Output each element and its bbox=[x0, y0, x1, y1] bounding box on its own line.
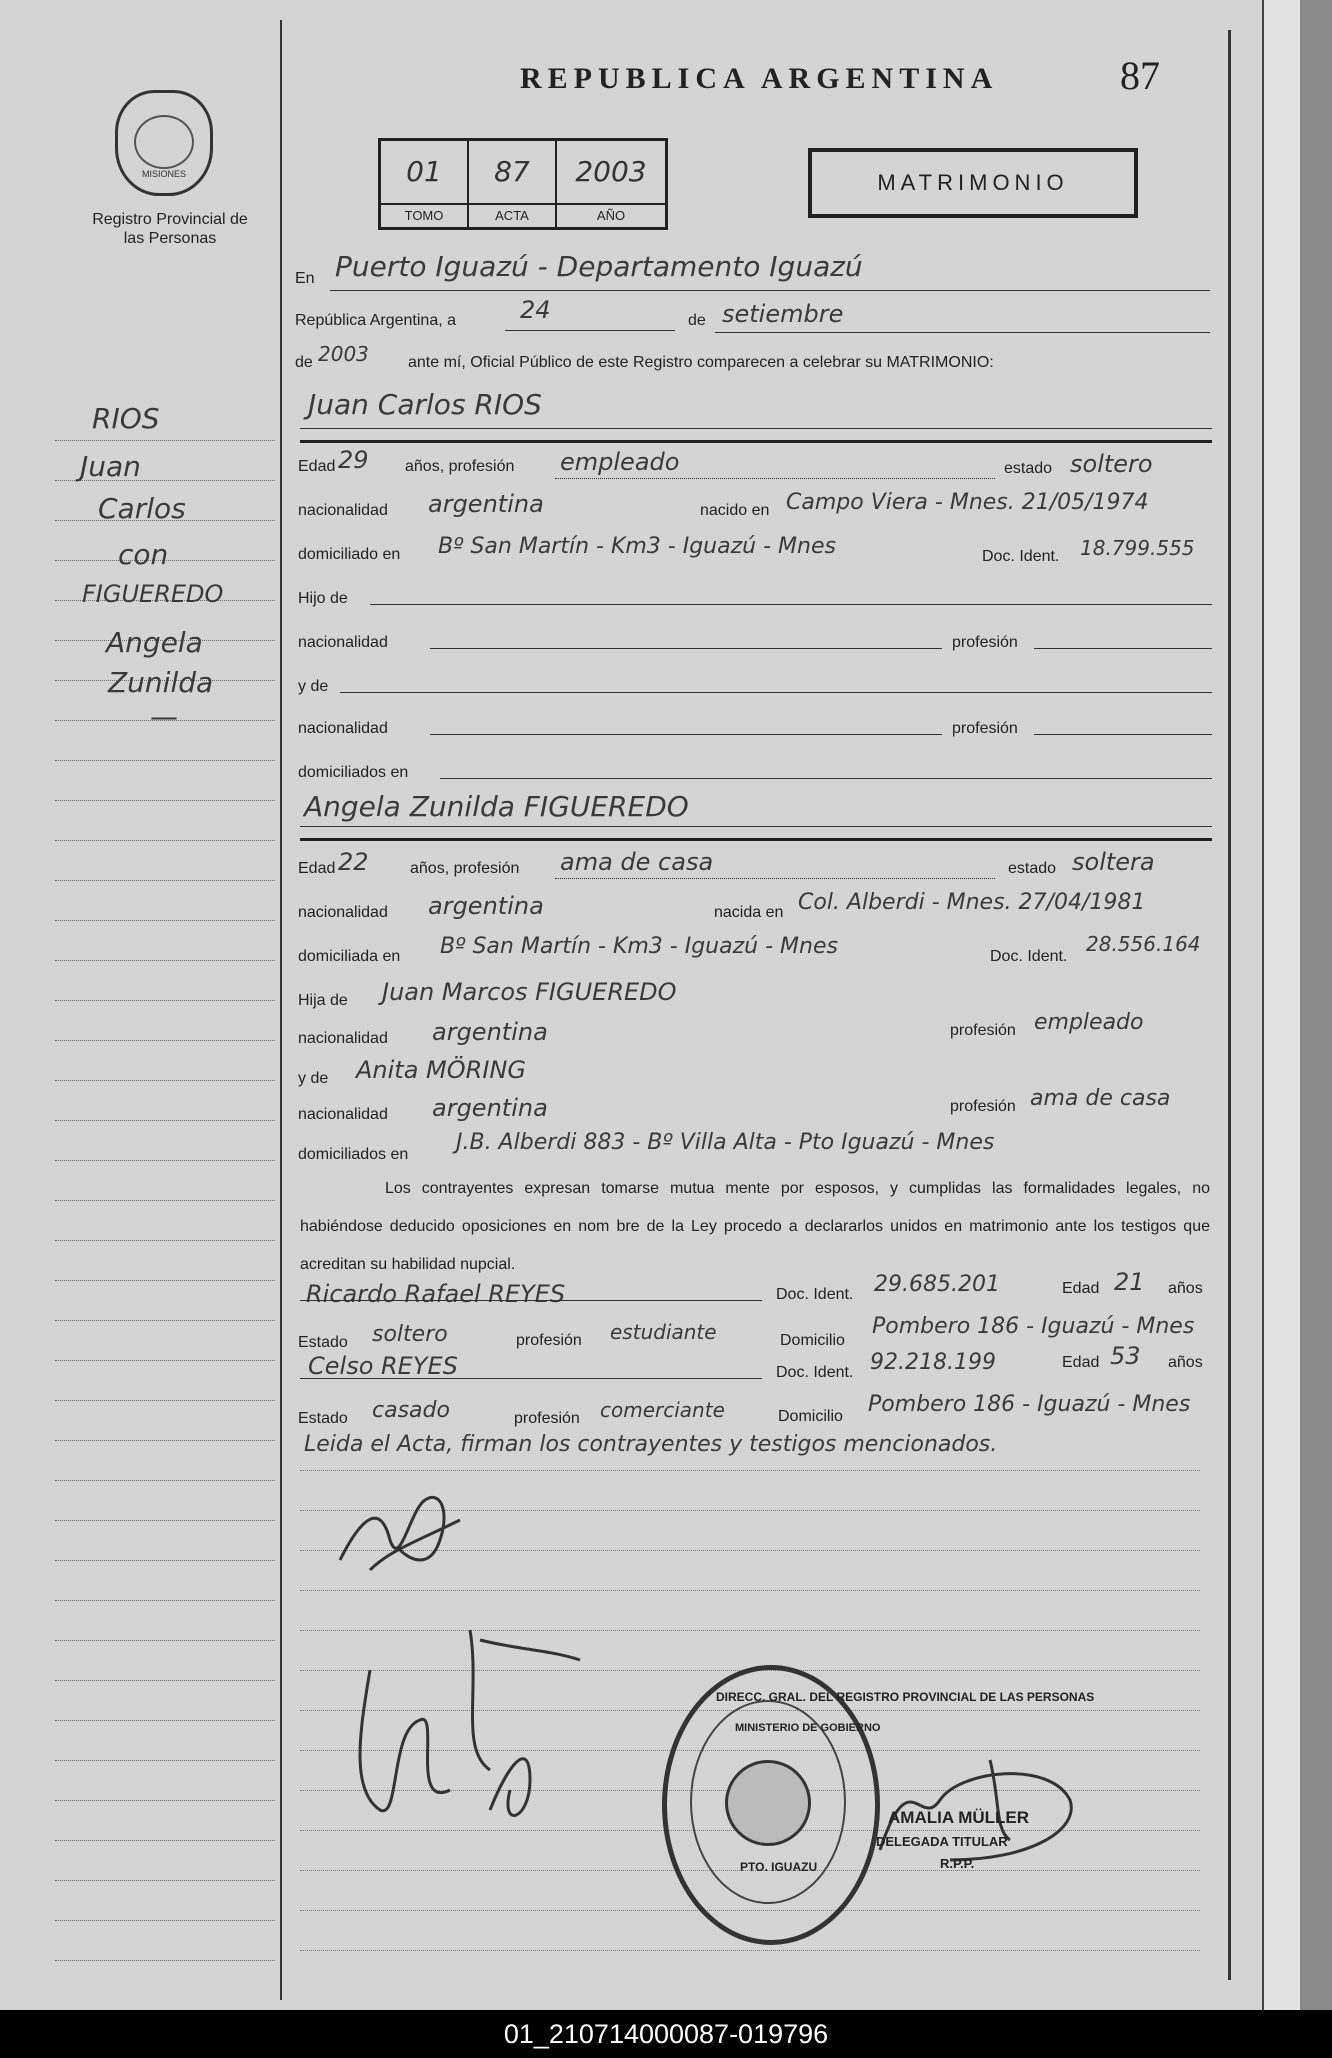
bride-edad-label: Edad bbox=[298, 860, 336, 877]
bride-domicilio: Bº San Martín - Km3 - Iguazú - Mnes bbox=[440, 934, 838, 959]
page-number: 87 bbox=[1120, 53, 1160, 98]
witness2-edad-label: Edad bbox=[1062, 1354, 1100, 1371]
tomo-box bbox=[381, 141, 469, 227]
ano-label: AÑO bbox=[557, 203, 665, 227]
acta-value: 87 bbox=[494, 155, 530, 188]
stamp-emblem-icon bbox=[725, 1760, 811, 1846]
witness2-prof: comerciante bbox=[600, 1398, 725, 1422]
rule bbox=[505, 330, 675, 331]
margin-rule bbox=[55, 1000, 275, 1001]
page-shadow bbox=[1300, 0, 1332, 2010]
footer-id: 01_210714000087-019796 bbox=[0, 2010, 1332, 2058]
place-value: Puerto Iguazú - Departamento Iguazú bbox=[335, 250, 863, 283]
hijo-label: Hijo de bbox=[298, 590, 348, 607]
witness1-doc: 29.685.201 bbox=[874, 1272, 1000, 1297]
record-type: MATRIMONIO bbox=[808, 148, 1138, 218]
bride-father-nac-label: nacionalidad bbox=[298, 1030, 388, 1047]
signature-rule bbox=[300, 1950, 1200, 1951]
page-edge bbox=[1262, 0, 1302, 2010]
bride-father-prof: empleado bbox=[1034, 1010, 1144, 1035]
margin-rule bbox=[55, 1120, 275, 1121]
bride-nac-label: nacionalidad bbox=[298, 904, 388, 921]
bride-dom-label: domiciliada en bbox=[298, 948, 401, 965]
rule bbox=[1034, 648, 1212, 649]
groom-nacido-label: nacido en bbox=[700, 502, 770, 519]
margin-rule bbox=[55, 920, 275, 921]
margin-line: RIOS bbox=[92, 402, 160, 435]
margin-rule bbox=[55, 1840, 275, 1841]
margin-rule bbox=[55, 760, 275, 761]
witness1-prof-label: profesión bbox=[516, 1332, 582, 1349]
margin-line: Carlos bbox=[98, 492, 186, 525]
margin-rule bbox=[55, 440, 275, 441]
rule bbox=[715, 332, 1210, 333]
record-boxes bbox=[378, 138, 668, 230]
witness2-dom-label: Domicilio bbox=[778, 1408, 843, 1425]
margin-line: Juan bbox=[80, 450, 141, 483]
day-value: 24 bbox=[520, 296, 551, 324]
groom-nacido: Campo Viera - Mnes. 21/05/1974 bbox=[786, 490, 1149, 515]
margin-rule bbox=[55, 1880, 275, 1881]
margin-rule bbox=[55, 1080, 275, 1081]
groom-mother-prof-label: profesión bbox=[952, 720, 1018, 737]
bride-parents-domicilio: J.B. Alberdi 883 - Bº Villa Alta - Pto Iguazú - Mnes bbox=[456, 1130, 995, 1155]
bride-profesion: ama de casa bbox=[560, 848, 714, 876]
signature-rule bbox=[300, 1590, 1200, 1591]
margin-rule bbox=[55, 1920, 275, 1921]
signature-2 bbox=[330, 1610, 590, 1850]
witness1-anos-label: años bbox=[1168, 1280, 1203, 1297]
groom-edad-label: Edad bbox=[298, 458, 336, 475]
bride-name: Angela Zunilda FIGUEREDO bbox=[304, 790, 689, 823]
registry-name: Registro Provincial de las Personas bbox=[92, 211, 248, 247]
bride-father-nac: argentina bbox=[432, 1018, 548, 1046]
margin-rule bbox=[55, 800, 275, 801]
declaration-text: Los contrayentes expresan tomarse mutua mente por esposos, y cumplidas las formalidades legales, no habiéndose deducido oposiciones en nom bre de la Ley procedo a declararlos unidos en matrimonio ante los testigos que acreditan su habilidad nupcial. bbox=[300, 1180, 1210, 1273]
witness2-anos-label: años bbox=[1168, 1354, 1203, 1371]
margin-rule bbox=[55, 1680, 275, 1681]
witness2-doc-label: Doc. Ident. bbox=[776, 1364, 854, 1381]
en-label: En bbox=[295, 270, 315, 287]
hija-label: Hija de bbox=[298, 992, 348, 1009]
groom-doms-label: domiciliados en bbox=[298, 764, 409, 781]
seal-label: MISIONES bbox=[141, 169, 186, 179]
margin-rule bbox=[55, 1400, 275, 1401]
margin-rule bbox=[55, 1640, 275, 1641]
bride-father-prof-label: profesión bbox=[950, 1022, 1016, 1039]
republica-label: República Argentina, a bbox=[295, 312, 456, 329]
witness1-estado: soltero bbox=[372, 1322, 448, 1347]
rule bbox=[430, 734, 942, 735]
tomo-label: TOMO bbox=[381, 203, 467, 227]
margin-rule bbox=[55, 1560, 275, 1561]
margin-rule bbox=[55, 840, 275, 841]
country-title: REPUBLICA ARGENTINA bbox=[520, 62, 999, 95]
groom-nac-label: nacionalidad bbox=[298, 502, 388, 519]
stamp-inner-text: MINISTERIO DE GOBIERNO bbox=[735, 1722, 881, 1734]
groom-profesion: empleado bbox=[560, 448, 680, 476]
seal-emblem-icon bbox=[134, 115, 194, 169]
witness2-edad: 53 bbox=[1110, 1342, 1141, 1370]
rule bbox=[300, 428, 1212, 429]
signature-1 bbox=[330, 1480, 490, 1590]
groom-anos-label: años, profesión bbox=[405, 458, 515, 475]
bride-doc: 28.556.164 bbox=[1086, 932, 1201, 956]
margin-rule bbox=[55, 1280, 275, 1281]
rule bbox=[555, 878, 995, 879]
margin-rule bbox=[55, 1520, 275, 1521]
witness2-estado-label: Estado bbox=[298, 1410, 348, 1427]
bride-edad: 22 bbox=[338, 848, 369, 876]
de-label: de bbox=[688, 312, 706, 329]
rule bbox=[330, 290, 1210, 291]
rule bbox=[430, 648, 942, 649]
ano-box bbox=[557, 141, 665, 227]
margin-rule bbox=[55, 1360, 275, 1361]
rule bbox=[300, 826, 1212, 827]
margin-rule bbox=[55, 1160, 275, 1161]
province-seal bbox=[115, 90, 213, 196]
margin-rule bbox=[55, 1960, 275, 1961]
bride-nacida: Col. Alberdi - Mnes. 27/04/1981 bbox=[798, 890, 1146, 915]
official-office: R.P.P. bbox=[940, 1856, 975, 1871]
groom-estado-label: estado bbox=[1004, 460, 1053, 477]
margin-rule bbox=[55, 1440, 275, 1441]
margin-rule bbox=[55, 960, 275, 961]
witness2-prof-label: profesión bbox=[514, 1410, 580, 1427]
tomo-value: 01 bbox=[406, 155, 442, 188]
bride-nacida-label: nacida en bbox=[714, 904, 784, 921]
margin-line: FIGUEREDO bbox=[82, 580, 224, 608]
margin-line: con bbox=[118, 538, 169, 571]
groom-yde-label: y de bbox=[298, 678, 329, 695]
stamp-outer-text: DIRECC. GRAL. DEL REGISTRO PROVINCIAL DE LAS PERSONAS bbox=[716, 1690, 1095, 1704]
margin-line: — bbox=[150, 700, 178, 733]
bride-doms-label: domiciliados en bbox=[298, 1146, 409, 1163]
groom-father-prof-label: profesión bbox=[952, 634, 1018, 651]
groom-name: Juan Carlos RIOS bbox=[308, 388, 542, 421]
official-signature bbox=[850, 1740, 1090, 1870]
margin-rule bbox=[55, 1720, 275, 1721]
closing-text: Leida el Acta, firman los contrayentes y testigos mencionados. bbox=[304, 1432, 998, 1457]
signature-rule bbox=[300, 1470, 1200, 1471]
bride-anos-label: años, profesión bbox=[410, 860, 520, 877]
right-border bbox=[1228, 30, 1231, 1980]
bride-doc-label: Doc. Ident. bbox=[990, 948, 1068, 965]
bride-father: Juan Marcos FIGUEREDO bbox=[382, 978, 677, 1006]
bride-mother-nac: argentina bbox=[432, 1094, 548, 1122]
groom-doc-label: Doc. Ident. bbox=[982, 548, 1060, 565]
month-value: setiembre bbox=[722, 300, 844, 328]
witness2-doc: 92.218.199 bbox=[870, 1350, 996, 1375]
margin-divider bbox=[280, 20, 282, 2000]
bride-estado: soltera bbox=[1072, 848, 1155, 876]
groom-mother-nac-label: nacionalidad bbox=[298, 720, 388, 737]
section-divider bbox=[300, 838, 1212, 841]
bride-mother-prof-label: profesión bbox=[950, 1098, 1016, 1115]
official-name: AMALIA MÜLLER bbox=[888, 1808, 1030, 1827]
bride-mother: Anita MÖRING bbox=[356, 1056, 526, 1084]
groom-doc: 18.799.555 bbox=[1080, 536, 1195, 560]
witness1-prof: estudiante bbox=[610, 1320, 717, 1344]
margin-rule bbox=[55, 1240, 275, 1241]
bride-yde-label: y de bbox=[298, 1070, 329, 1087]
groom-domicilio: Bº San Martín - Km3 - Iguazú - Mnes bbox=[438, 534, 836, 559]
bride-estado-label: estado bbox=[1008, 860, 1057, 877]
witness1-estado-label: Estado bbox=[298, 1334, 348, 1351]
intro-text: ante mí, Oficial Público de este Registro comparecen a celebrar su MATRIMONIO: bbox=[408, 354, 994, 371]
rule bbox=[340, 692, 1212, 693]
rule bbox=[300, 1300, 762, 1301]
acta-box bbox=[469, 141, 557, 227]
margin-rule bbox=[55, 1760, 275, 1761]
stamp-bottom-text: PTO. IGUAZU bbox=[740, 1860, 818, 1874]
bride-mother-prof: ama de casa bbox=[1030, 1086, 1171, 1111]
groom-estado: soltero bbox=[1070, 450, 1153, 478]
witness1-edad-label: Edad bbox=[1062, 1280, 1100, 1297]
groom-father-nac-label: nacionalidad bbox=[298, 634, 388, 651]
witness1-doc-label: Doc. Ident. bbox=[776, 1286, 854, 1303]
witness2-dom: Pombero 186 - Iguazú - Mnes bbox=[868, 1392, 1191, 1417]
margin-line: Zunilda bbox=[108, 666, 214, 699]
bride-nacionalidad: argentina bbox=[428, 892, 544, 920]
margin-rule bbox=[55, 1480, 275, 1481]
witness2-name: Celso REYES bbox=[308, 1352, 458, 1380]
witness1-dom: Pombero 186 - Iguazú - Mnes bbox=[872, 1314, 1195, 1339]
margin-rule bbox=[55, 880, 275, 881]
groom-edad: 29 bbox=[338, 446, 369, 474]
official-title: DELEGADA TITULAR bbox=[876, 1834, 1008, 1849]
margin-rule bbox=[55, 1600, 275, 1601]
acta-label: ACTA bbox=[469, 203, 555, 227]
margin-rule bbox=[55, 1800, 275, 1801]
witness1-edad: 21 bbox=[1114, 1268, 1145, 1296]
rule bbox=[555, 478, 995, 479]
rule bbox=[1034, 734, 1212, 735]
year-value: 2003 bbox=[318, 342, 369, 366]
margin-rule bbox=[55, 1200, 275, 1201]
groom-dom-label: domiciliado en bbox=[298, 546, 401, 563]
ano-value: 2003 bbox=[575, 155, 647, 188]
section-divider bbox=[300, 440, 1212, 443]
witness2-estado: casado bbox=[372, 1398, 450, 1423]
margin-line: Angela bbox=[106, 626, 203, 659]
groom-nacionalidad: argentina bbox=[428, 490, 544, 518]
rule bbox=[300, 1378, 762, 1379]
witness1-name: Ricardo Rafael REYES bbox=[306, 1280, 566, 1308]
witness1-dom-label: Domicilio bbox=[780, 1332, 845, 1349]
rule bbox=[440, 778, 1212, 779]
margin-rule bbox=[55, 1320, 275, 1321]
rule bbox=[370, 604, 1212, 605]
de2-label: de bbox=[295, 354, 313, 371]
bride-mother-nac-label: nacionalidad bbox=[298, 1106, 388, 1123]
margin-rule bbox=[55, 1040, 275, 1041]
